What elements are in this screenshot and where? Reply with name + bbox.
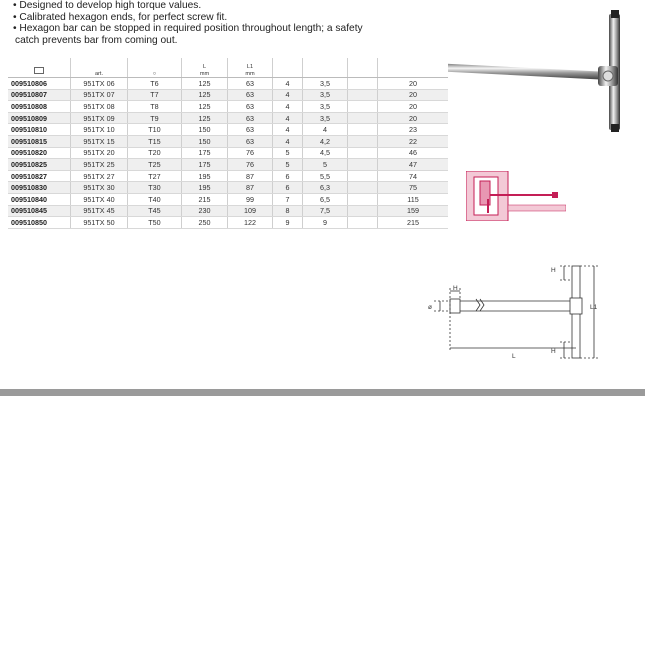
table-cell: 4 — [303, 124, 348, 136]
product-code-cell: 009510830 — [8, 182, 71, 194]
column-header — [273, 58, 303, 78]
table-cell: 20 — [378, 101, 449, 113]
table-cell: 230 — [182, 205, 228, 217]
table-cell — [348, 159, 378, 171]
table-cell — [348, 147, 378, 159]
table-cell: 87 — [228, 170, 273, 182]
dim-label-l1: L1 — [590, 304, 598, 311]
table-cell: 125 — [182, 112, 228, 124]
table-row — [8, 170, 448, 182]
table-cell: 7,5 — [303, 205, 348, 217]
table-cell: 20 — [378, 112, 449, 124]
table-cell: 47 — [378, 159, 449, 171]
table-row — [8, 193, 448, 205]
table-cell: 125 — [182, 78, 228, 90]
table-cell: 87 — [228, 182, 273, 194]
dimension-drawing — [424, 258, 604, 368]
column-header: L1 mm — [228, 58, 273, 78]
product-code-cell: 009510810 — [8, 124, 71, 136]
product-code-cell: 009510845 — [8, 205, 71, 217]
table-cell — [348, 170, 378, 182]
table-row — [8, 135, 448, 147]
table-cell — [348, 193, 378, 205]
table-cell: 9 — [303, 217, 348, 229]
table-cell: 6,3 — [303, 182, 348, 194]
table-cell: 63 — [228, 135, 273, 147]
table-row — [8, 112, 448, 124]
product-code-cell: 009510806 — [8, 78, 71, 90]
table-cell: 22 — [378, 135, 449, 147]
table-cell: 9 — [273, 217, 303, 229]
table-cell: 951TX 10 — [71, 124, 128, 136]
table-cell: 951TX 30 — [71, 182, 128, 194]
table-cell: T15 — [128, 135, 182, 147]
table-row — [8, 89, 448, 101]
dim-label-l: L — [512, 353, 516, 360]
table-cell: T7 — [128, 89, 182, 101]
table-cell: T20 — [128, 147, 182, 159]
table-cell: 122 — [228, 217, 273, 229]
table-cell: T30 — [128, 182, 182, 194]
table-cell: T6 — [128, 78, 182, 90]
table-cell: 195 — [182, 182, 228, 194]
feature-list — [13, 0, 373, 46]
table-cell: 6,5 — [303, 193, 348, 205]
table-cell: 5 — [273, 159, 303, 171]
table-row — [8, 78, 448, 90]
table-cell — [348, 182, 378, 194]
table-cell: 4 — [273, 112, 303, 124]
section-divider — [0, 389, 645, 396]
table-cell: 5,5 — [303, 170, 348, 182]
table-cell: 175 — [182, 159, 228, 171]
table-cell: 109 — [228, 205, 273, 217]
table-row — [8, 124, 448, 136]
table-cell — [348, 217, 378, 229]
dim-label-h-top: H — [551, 267, 556, 274]
table-cell: 4,5 — [303, 147, 348, 159]
table-cell: T50 — [128, 217, 182, 229]
column-header — [303, 58, 348, 78]
table-cell — [348, 124, 378, 136]
table-cell: 4 — [273, 89, 303, 101]
table-cell: 215 — [182, 193, 228, 205]
table-cell — [348, 78, 378, 90]
table-cell: 951TX 06 — [71, 78, 128, 90]
usage-illustration-icon — [466, 171, 566, 221]
dim-label-diameter: ø — [428, 304, 432, 311]
product-code-icon — [34, 67, 44, 74]
dim-label-h-bottom: H — [551, 348, 556, 355]
product-code-cell: 009510820 — [8, 147, 71, 159]
table-cell: 951TX 25 — [71, 159, 128, 171]
table-row — [8, 182, 448, 194]
table-cell: 5 — [273, 147, 303, 159]
table-cell — [348, 112, 378, 124]
table-row — [8, 101, 448, 113]
table-cell: 115 — [378, 193, 449, 205]
table-cell: 951TX 09 — [71, 112, 128, 124]
table-cell: 46 — [378, 147, 449, 159]
table-cell: T9 — [128, 112, 182, 124]
table-cell: 76 — [228, 159, 273, 171]
table-cell: 951TX 15 — [71, 135, 128, 147]
table-cell: 4 — [273, 78, 303, 90]
table-cell: 951TX 07 — [71, 89, 128, 101]
column-header: art. — [71, 58, 128, 78]
table-cell: 3,5 — [303, 78, 348, 90]
table-cell: 951TX 08 — [71, 101, 128, 113]
spec-table — [8, 58, 448, 229]
table-header-row — [8, 58, 448, 78]
table-cell — [348, 205, 378, 217]
table-cell: 150 — [182, 135, 228, 147]
column-header: ○ — [128, 58, 182, 78]
table-cell — [348, 135, 378, 147]
table-cell: 125 — [182, 89, 228, 101]
table-cell: 195 — [182, 170, 228, 182]
feature-bullet: • Designed to develop high torque values. — [13, 0, 202, 11]
table-cell: 75 — [378, 182, 449, 194]
table-cell: 4 — [273, 101, 303, 113]
dim-label-h-left: H — [453, 285, 458, 292]
table-cell: 125 — [182, 101, 228, 113]
column-header — [378, 58, 449, 78]
table-row — [8, 205, 448, 217]
table-cell: T40 — [128, 193, 182, 205]
column-header — [8, 58, 71, 78]
table-row — [8, 147, 448, 159]
table-cell: 5 — [303, 159, 348, 171]
product-code-cell: 009510850 — [8, 217, 71, 229]
table-cell: 175 — [182, 147, 228, 159]
table-cell: 6 — [273, 170, 303, 182]
feature-bullet: catch prevents bar from coming out. — [15, 34, 178, 46]
table-cell: T27 — [128, 170, 182, 182]
table-cell: T45 — [128, 205, 182, 217]
table-cell: 951TX 27 — [71, 170, 128, 182]
table-cell: 4 — [273, 135, 303, 147]
table-cell: 4,2 — [303, 135, 348, 147]
table-cell: 8 — [273, 205, 303, 217]
table-cell: T25 — [128, 159, 182, 171]
table-cell: 20 — [378, 89, 449, 101]
table-cell: 20 — [378, 78, 449, 90]
table-cell: 951TX 40 — [71, 193, 128, 205]
table-cell: 76 — [228, 147, 273, 159]
table-cell: 74 — [378, 170, 449, 182]
table-cell: 159 — [378, 205, 449, 217]
product-code-cell: 009510809 — [8, 112, 71, 124]
product-code-cell: 009510807 — [8, 89, 71, 101]
table-cell: 250 — [182, 217, 228, 229]
table-cell: 63 — [228, 101, 273, 113]
table-cell: 99 — [228, 193, 273, 205]
feature-bullet: • Calibrated hexagon ends, for perfect screw fit. — [13, 11, 228, 23]
table-cell: 23 — [378, 124, 449, 136]
table-cell: T10 — [128, 124, 182, 136]
table-cell: 3,5 — [303, 101, 348, 113]
table-row — [8, 217, 448, 229]
table-cell: 63 — [228, 124, 273, 136]
table-cell: 63 — [228, 78, 273, 90]
table-cell — [348, 101, 378, 113]
table-cell: 951TX 45 — [71, 205, 128, 217]
table-cell: 951TX 20 — [71, 147, 128, 159]
product-code-cell: 009510840 — [8, 193, 71, 205]
product-code-cell: 009510808 — [8, 101, 71, 113]
table-cell — [348, 89, 378, 101]
product-code-cell: 009510815 — [8, 135, 71, 147]
table-cell: 63 — [228, 112, 273, 124]
table-cell: T8 — [128, 101, 182, 113]
column-header: L mm — [182, 58, 228, 78]
product-code-cell: 009510827 — [8, 170, 71, 182]
product-code-cell: 009510825 — [8, 159, 71, 171]
feature-bullet: • Hexagon bar can be stopped in required position throughout length; a safety — [13, 23, 363, 35]
table-cell: 3,5 — [303, 89, 348, 101]
table-cell: 6 — [273, 182, 303, 194]
table-cell: 4 — [273, 124, 303, 136]
table-cell: 63 — [228, 89, 273, 101]
column-header — [348, 58, 378, 78]
table-cell: 215 — [378, 217, 449, 229]
table-cell: 951TX 50 — [71, 217, 128, 229]
table-row — [8, 159, 448, 171]
table-cell: 3,5 — [303, 112, 348, 124]
table-cell: 150 — [182, 124, 228, 136]
table-cell: 7 — [273, 193, 303, 205]
